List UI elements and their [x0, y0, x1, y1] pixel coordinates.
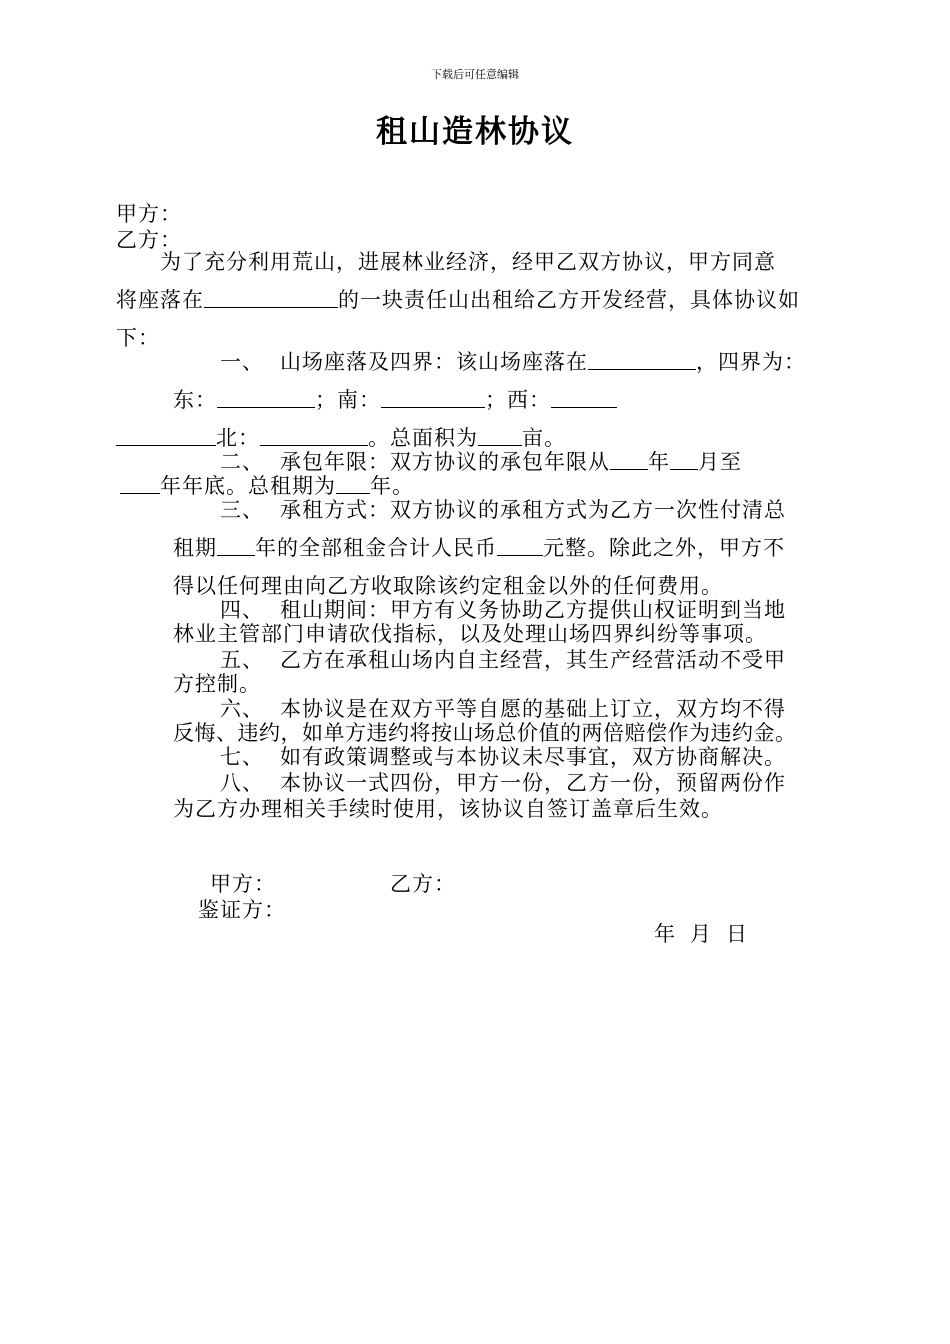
intro-text: 将座落在 — [116, 288, 204, 312]
signature-party-a: 甲方： — [210, 872, 276, 896]
section-text: 年的全部租金合计人民币 — [255, 536, 497, 560]
location-blank — [588, 351, 696, 370]
section-text: 租山期间：甲方有义务协助乙方提供山权证明到当地 — [280, 598, 786, 622]
east-label: 东： — [173, 388, 217, 412]
section-4-line-2: 林业主管部门申请砍伐指标，以及处理山场四界纠纷等事项。 — [173, 622, 767, 646]
signature-witness: 鉴证方： — [198, 898, 286, 922]
section-text: 元整。除此之外，甲方不 — [543, 536, 785, 560]
rent-years-blank — [217, 537, 255, 556]
intro-line-3: 下： — [116, 326, 160, 350]
start-month-blank — [670, 451, 698, 470]
start-year-blank — [610, 451, 648, 470]
section-number: 五、 — [220, 648, 264, 672]
north-label: 北： — [216, 426, 260, 450]
section-number: 一、 — [220, 350, 264, 374]
south-label: ；南： — [315, 388, 381, 412]
section-8-line-2: 为乙方办理相关手续时使用，该协议自签订盖章后生效。 — [173, 797, 723, 821]
document-title: 租山造林协议 — [376, 114, 574, 150]
intro-line-2 — [116, 288, 800, 312]
party-a-label: 甲方： — [116, 202, 182, 226]
section-number: 二、 — [220, 450, 264, 474]
section-text: 年 — [648, 450, 670, 474]
west-label: ；西： — [485, 388, 551, 412]
section-6-line-2: 反悔、违约，如单方违约将按山场总价值的两倍赔偿作为违约金。 — [173, 721, 797, 745]
signature-date — [654, 922, 748, 946]
section-number: 八、 — [220, 771, 264, 795]
section-1-line-3 — [116, 426, 566, 450]
area-blank — [478, 427, 522, 446]
section-4-line-1 — [220, 598, 786, 622]
section-3-line-3: 得以任何理由向乙方收取除该约定租金以外的任何费用。 — [173, 574, 723, 598]
date-year: 年 — [654, 922, 676, 946]
area-label: 。总面积为 — [368, 426, 478, 450]
end-year-blank — [120, 475, 160, 494]
south-blank — [381, 389, 485, 408]
section-1-line-1 — [220, 350, 806, 374]
section-number: 三、 — [220, 498, 264, 522]
east-blank — [217, 389, 315, 408]
section-7-line-1 — [220, 745, 786, 769]
section-3-line-2 — [173, 536, 785, 560]
section-text: 年年底。总租期为 — [160, 474, 336, 498]
north-blank — [260, 427, 368, 446]
date-month: 月 — [690, 922, 712, 946]
intro-text: 的一块责任山出租给乙方开发经营，具体协议如 — [338, 288, 800, 312]
section-text: 租期 — [173, 536, 217, 560]
rent-amount-blank — [497, 537, 543, 556]
section-text: 乙方在承租山场内自主经营，其生产经营活动不受甲 — [280, 648, 786, 672]
section-text: 本协议一式四份，甲方一份，乙方一份，预留两份作 — [280, 771, 786, 795]
section-number: 四、 — [220, 598, 264, 622]
total-years-blank — [336, 475, 370, 494]
section-text: 月至 — [698, 450, 742, 474]
section-text: 承租方式：双方协议的承租方式为乙方一次性付清总 — [280, 498, 786, 522]
section-6-line-1 — [220, 697, 786, 721]
section-5-line-2: 方控制。 — [173, 672, 261, 696]
section-text: 本协议是在双方平等自愿的基础上订立，双方均不得 — [280, 697, 786, 721]
section-number: 六、 — [220, 697, 264, 721]
date-day: 日 — [726, 922, 748, 946]
party-b-label: 乙方： — [116, 228, 182, 252]
west-blank-cont — [116, 427, 216, 446]
section-number: 七、 — [220, 745, 264, 769]
section-5-line-1 — [220, 648, 786, 672]
page-header-note: 下载后可任意编辑 — [431, 68, 519, 81]
west-blank — [551, 389, 617, 408]
area-unit: 亩。 — [522, 426, 566, 450]
section-text: 如有政策调整或与本协议未尽事宜，双方协商解决。 — [280, 745, 786, 769]
section-3-line-1 — [220, 498, 786, 522]
section-text: ，四界为： — [696, 350, 806, 374]
signature-party-b: 乙方： — [390, 872, 456, 896]
location-blank — [204, 289, 338, 308]
section-2-line-2 — [120, 474, 414, 498]
section-text: 承包年限：双方协议的承包年限从 — [280, 450, 610, 474]
section-text: 山场座落及四界：该山场座落在 — [280, 350, 588, 374]
intro-line-1: 为了充分利用荒山，进展林业经济，经甲乙双方协议，甲方同意 — [160, 250, 776, 274]
section-text: 年。 — [370, 474, 414, 498]
section-2-line-1 — [220, 450, 742, 474]
section-1-line-2 — [173, 388, 617, 412]
section-8-line-1 — [220, 771, 786, 795]
